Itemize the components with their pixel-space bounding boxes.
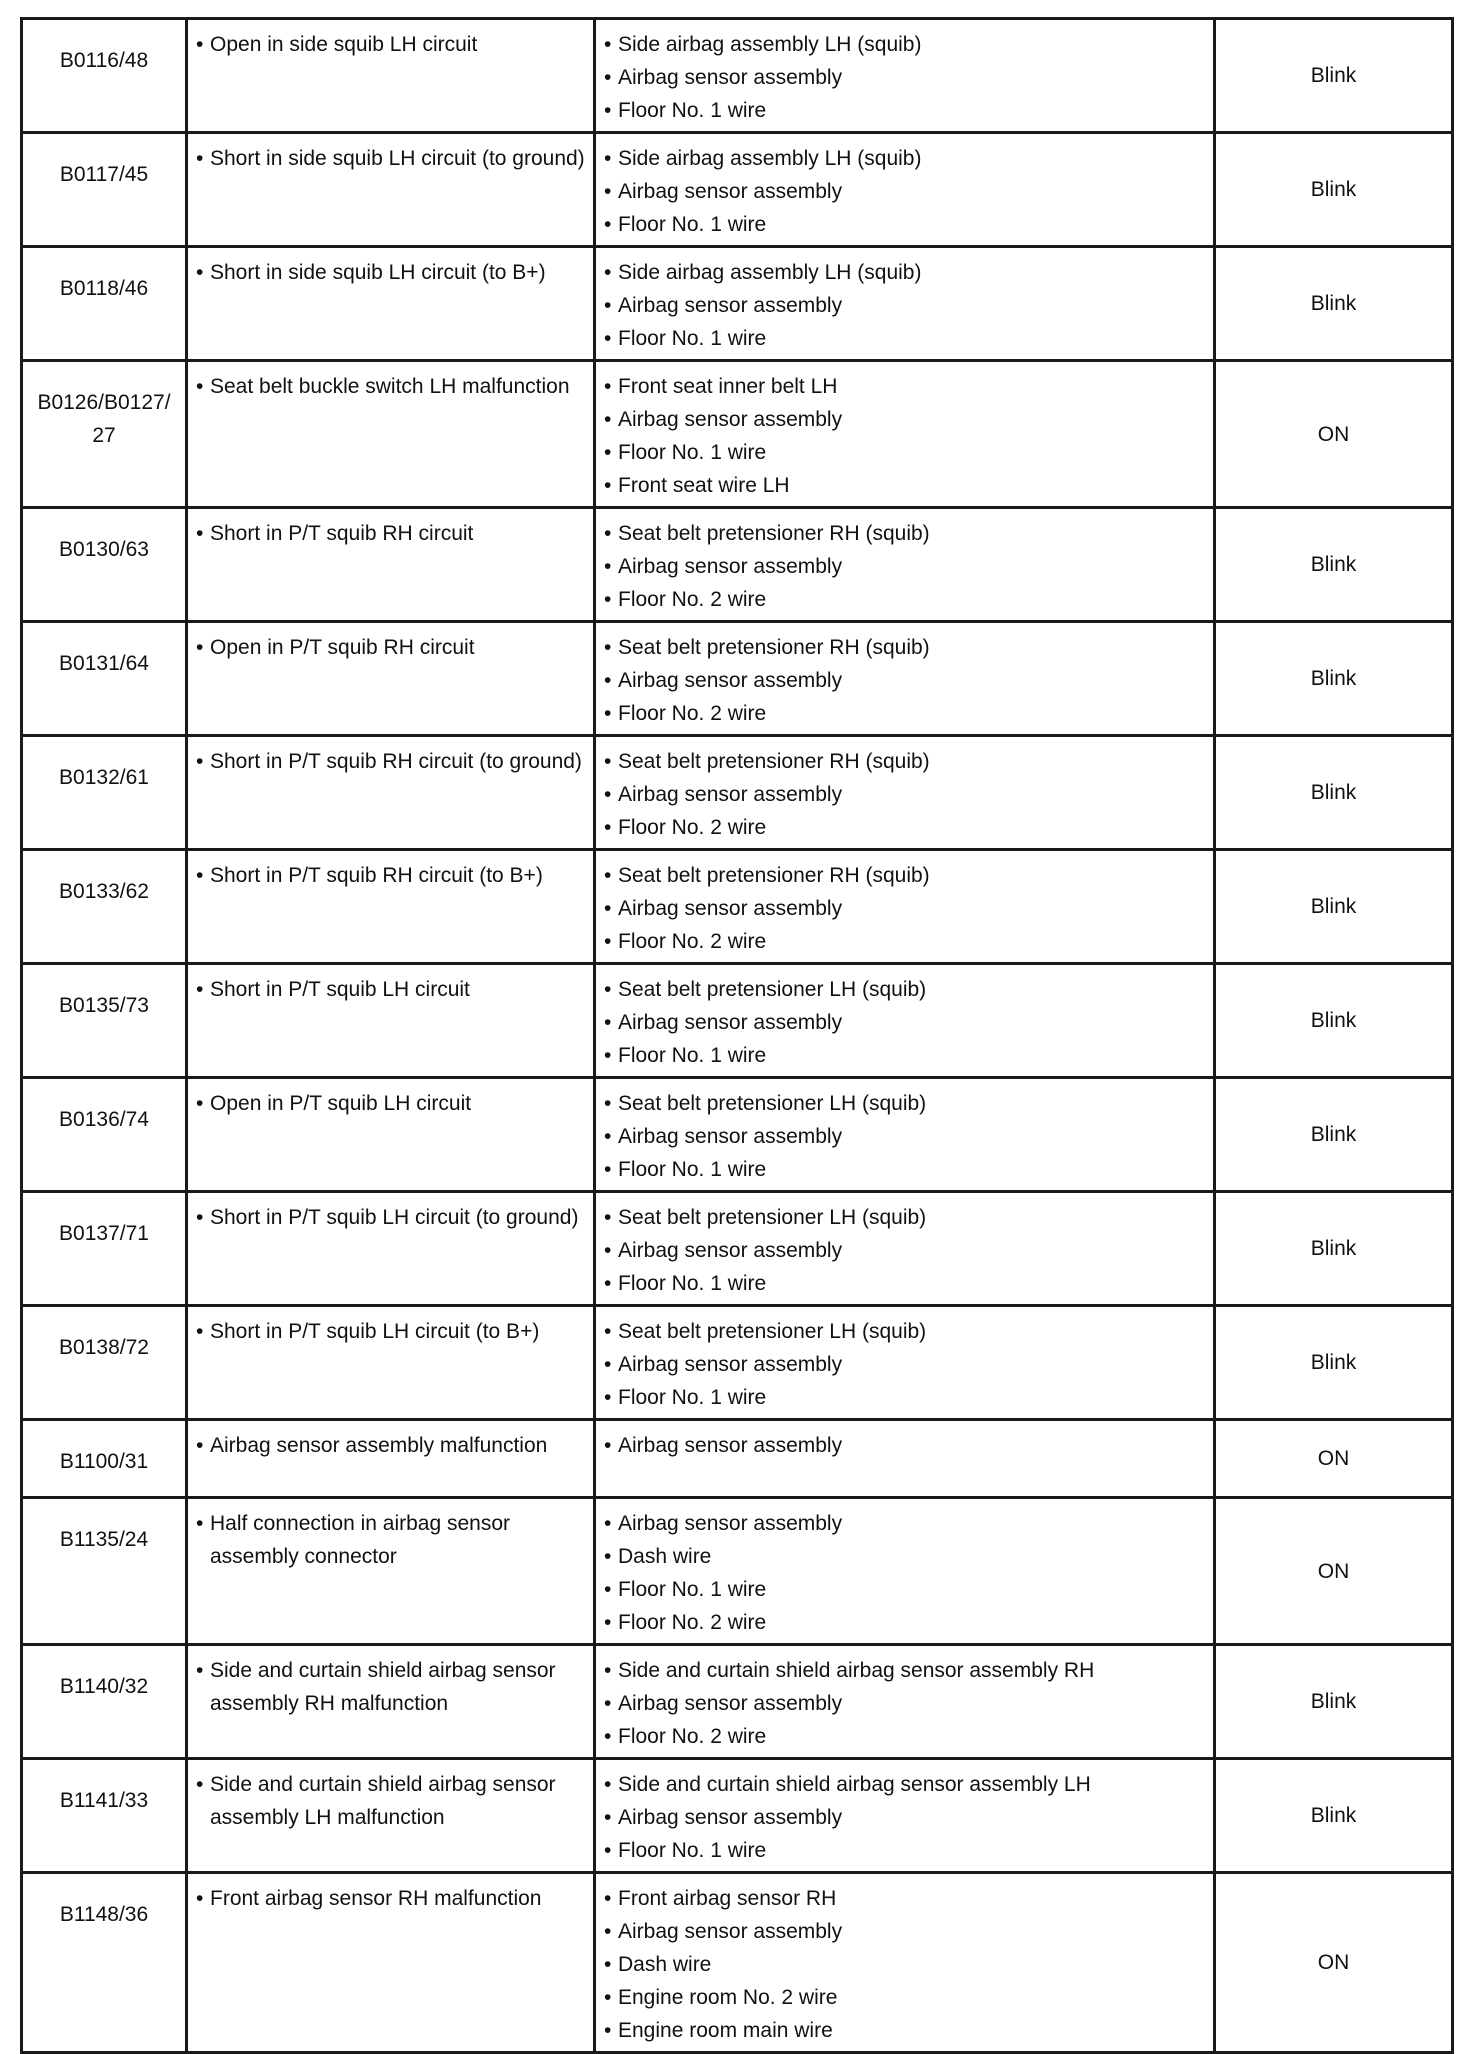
trouble-item: • Short in P/T squib LH circuit bbox=[196, 973, 585, 1006]
trouble-area-list bbox=[604, 1507, 1205, 1639]
trouble-area-item: • Seat belt pretensioner LH (squib) bbox=[604, 1201, 1205, 1234]
dtc-code-cell: B1141/33 bbox=[22, 1759, 187, 1873]
trouble-area-item: • Airbag sensor assembly bbox=[604, 1234, 1205, 1267]
trouble-area-item: • Airbag sensor assembly bbox=[604, 892, 1205, 925]
trouble-area-item: • Floor No. 1 wire bbox=[604, 436, 1205, 469]
trouble-area-item: • Floor No. 1 wire bbox=[604, 1153, 1205, 1186]
dtc-code-cell: B1135/24 bbox=[22, 1498, 187, 1645]
trouble-item-cell bbox=[187, 964, 595, 1078]
trouble-area-item: • Airbag sensor assembly bbox=[604, 61, 1205, 94]
warning-light-cell: ON bbox=[1215, 1873, 1453, 2053]
trouble-area-item: • Engine room main wire bbox=[604, 2014, 1205, 2047]
warning-light-cell: Blink bbox=[1215, 1759, 1453, 1873]
warning-light-cell: Blink bbox=[1215, 964, 1453, 1078]
dtc-code-cell: B0131/64 bbox=[22, 622, 187, 736]
table-row bbox=[22, 508, 1453, 622]
table-row bbox=[22, 1759, 1453, 1873]
table-row bbox=[22, 1645, 1453, 1759]
trouble-item-list bbox=[196, 1087, 585, 1120]
trouble-area-item: • Airbag sensor assembly bbox=[604, 778, 1205, 811]
trouble-area-item: • Floor No. 2 wire bbox=[604, 1720, 1205, 1753]
trouble-item: • Short in P/T squib RH circuit bbox=[196, 517, 585, 550]
dtc-table bbox=[20, 17, 1454, 2054]
trouble-item-list bbox=[196, 1315, 585, 1348]
dtc-code-cell: B0117/45 bbox=[22, 133, 187, 247]
trouble-area-cell bbox=[595, 1078, 1215, 1192]
trouble-area-item: • Floor No. 2 wire bbox=[604, 583, 1205, 616]
warning-light-cell: Blink bbox=[1215, 850, 1453, 964]
trouble-item-list bbox=[196, 1201, 585, 1234]
table-row bbox=[22, 622, 1453, 736]
trouble-area-item: • Floor No. 1 wire bbox=[604, 1381, 1205, 1414]
trouble-area-list bbox=[604, 517, 1205, 616]
trouble-area-item: • Side airbag assembly LH (squib) bbox=[604, 28, 1205, 61]
dtc-code-cell: B0116/48 bbox=[22, 19, 187, 133]
trouble-area-item: • Airbag sensor assembly bbox=[604, 175, 1205, 208]
trouble-item-list bbox=[196, 256, 585, 289]
table-row bbox=[22, 247, 1453, 361]
trouble-area-item: • Airbag sensor assembly bbox=[604, 1429, 1205, 1462]
trouble-item-list bbox=[196, 28, 585, 61]
trouble-area-item: • Airbag sensor assembly bbox=[604, 1507, 1205, 1540]
trouble-area-item: • Floor No. 1 wire bbox=[604, 322, 1205, 355]
warning-light-cell: Blink bbox=[1215, 622, 1453, 736]
trouble-area-list bbox=[604, 1768, 1205, 1867]
trouble-area-list bbox=[604, 256, 1205, 355]
warning-light-cell: Blink bbox=[1215, 508, 1453, 622]
trouble-area-list bbox=[604, 1882, 1205, 2047]
dtc-code-cell: B0138/72 bbox=[22, 1306, 187, 1420]
trouble-item-list bbox=[196, 631, 585, 664]
trouble-item: • Open in side squib LH circuit bbox=[196, 28, 585, 61]
trouble-area-list bbox=[604, 1429, 1205, 1462]
trouble-item-cell bbox=[187, 1306, 595, 1420]
trouble-area-item: • Floor No. 1 wire bbox=[604, 1267, 1205, 1300]
trouble-item: • Half connection in airbag sensor assembly connector bbox=[196, 1507, 585, 1573]
trouble-area-cell bbox=[595, 964, 1215, 1078]
trouble-area-item: • Airbag sensor assembly bbox=[604, 1006, 1205, 1039]
trouble-area-item: • Seat belt pretensioner RH (squib) bbox=[604, 517, 1205, 550]
trouble-area-item: • Front airbag sensor RH bbox=[604, 1882, 1205, 1915]
trouble-area-cell bbox=[595, 850, 1215, 964]
trouble-item-cell bbox=[187, 1873, 595, 2053]
trouble-item-cell bbox=[187, 19, 595, 133]
trouble-item: • Short in P/T squib LH circuit (to ground) bbox=[196, 1201, 585, 1234]
trouble-item-cell bbox=[187, 1078, 595, 1192]
trouble-area-cell bbox=[595, 1873, 1215, 2053]
trouble-area-list bbox=[604, 370, 1205, 502]
trouble-area-item: • Side and curtain shield airbag sensor assembly LH bbox=[604, 1768, 1205, 1801]
trouble-item-list bbox=[196, 1429, 585, 1462]
trouble-item-list bbox=[196, 859, 585, 892]
trouble-area-item: • Front seat wire LH bbox=[604, 469, 1205, 502]
trouble-item-cell bbox=[187, 133, 595, 247]
trouble-area-item: • Dash wire bbox=[604, 1540, 1205, 1573]
trouble-area-cell bbox=[595, 622, 1215, 736]
trouble-area-item: • Floor No. 1 wire bbox=[604, 208, 1205, 241]
trouble-area-cell bbox=[595, 361, 1215, 508]
warning-light-cell: Blink bbox=[1215, 1078, 1453, 1192]
trouble-item-cell bbox=[187, 1192, 595, 1306]
trouble-area-item: • Floor No. 2 wire bbox=[604, 697, 1205, 730]
trouble-area-item: • Floor No. 1 wire bbox=[604, 1039, 1205, 1072]
trouble-area-list bbox=[604, 28, 1205, 127]
trouble-item-list bbox=[196, 1768, 585, 1834]
trouble-area-cell bbox=[595, 508, 1215, 622]
table-row bbox=[22, 736, 1453, 850]
trouble-area-item: • Airbag sensor assembly bbox=[604, 289, 1205, 322]
table-row bbox=[22, 1078, 1453, 1192]
trouble-item-list bbox=[196, 1654, 585, 1720]
dtc-table-body bbox=[22, 19, 1453, 2053]
table-row bbox=[22, 964, 1453, 1078]
table-row bbox=[22, 361, 1453, 508]
trouble-area-item: • Seat belt pretensioner RH (squib) bbox=[604, 631, 1205, 664]
trouble-item-cell bbox=[187, 1759, 595, 1873]
warning-light-cell: Blink bbox=[1215, 736, 1453, 850]
trouble-item-list bbox=[196, 745, 585, 778]
trouble-item: • Short in side squib LH circuit (to ground) bbox=[196, 142, 585, 175]
trouble-area-list bbox=[604, 859, 1205, 958]
trouble-area-item: • Floor No. 2 wire bbox=[604, 811, 1205, 844]
trouble-area-item: • Side and curtain shield airbag sensor assembly RH bbox=[604, 1654, 1205, 1687]
trouble-item: • Side and curtain shield airbag sensor assembly LH malfunction bbox=[196, 1768, 585, 1834]
trouble-area-item: • Seat belt pretensioner LH (squib) bbox=[604, 973, 1205, 1006]
trouble-area-item: • Seat belt pretensioner LH (squib) bbox=[604, 1315, 1205, 1348]
trouble-area-cell bbox=[595, 1498, 1215, 1645]
trouble-area-cell bbox=[595, 1759, 1215, 1873]
warning-light-cell: Blink bbox=[1215, 247, 1453, 361]
trouble-item-list bbox=[196, 142, 585, 175]
trouble-item-list bbox=[196, 517, 585, 550]
trouble-area-item: • Floor No. 1 wire bbox=[604, 94, 1205, 127]
dtc-code-cell: B0136/74 bbox=[22, 1078, 187, 1192]
trouble-item-cell bbox=[187, 850, 595, 964]
dtc-code-cell: B0137/71 bbox=[22, 1192, 187, 1306]
trouble-area-item: • Airbag sensor assembly bbox=[604, 1801, 1205, 1834]
trouble-area-item: • Front seat inner belt LH bbox=[604, 370, 1205, 403]
trouble-area-item: • Side airbag assembly LH (squib) bbox=[604, 256, 1205, 289]
trouble-area-item: • Seat belt pretensioner RH (squib) bbox=[604, 745, 1205, 778]
trouble-area-cell bbox=[595, 1420, 1215, 1498]
trouble-item-list bbox=[196, 973, 585, 1006]
trouble-item-cell bbox=[187, 1420, 595, 1498]
trouble-area-item: • Floor No. 1 wire bbox=[604, 1834, 1205, 1867]
trouble-area-item: • Dash wire bbox=[604, 1948, 1205, 1981]
trouble-item-list bbox=[196, 1882, 585, 1915]
trouble-item-cell bbox=[187, 247, 595, 361]
dtc-code-cell: B0133/62 bbox=[22, 850, 187, 964]
trouble-area-item: • Side airbag assembly LH (squib) bbox=[604, 142, 1205, 175]
trouble-area-cell bbox=[595, 1306, 1215, 1420]
trouble-area-cell bbox=[595, 1645, 1215, 1759]
trouble-area-list bbox=[604, 1201, 1205, 1300]
trouble-area-item: • Seat belt pretensioner RH (squib) bbox=[604, 859, 1205, 892]
dtc-code-cell: B0130/63 bbox=[22, 508, 187, 622]
dtc-code-cell: B0135/73 bbox=[22, 964, 187, 1078]
trouble-item: • Seat belt buckle switch LH malfunction bbox=[196, 370, 585, 403]
warning-light-cell: Blink bbox=[1215, 1645, 1453, 1759]
warning-light-cell: Blink bbox=[1215, 1192, 1453, 1306]
warning-light-cell: Blink bbox=[1215, 1306, 1453, 1420]
trouble-area-cell bbox=[595, 247, 1215, 361]
warning-light-cell: ON bbox=[1215, 1498, 1453, 1645]
trouble-area-list bbox=[604, 1087, 1205, 1186]
trouble-item: • Short in P/T squib RH circuit (to B+) bbox=[196, 859, 585, 892]
table-row bbox=[22, 1192, 1453, 1306]
dtc-code-cell: B1100/31 bbox=[22, 1420, 187, 1498]
trouble-area-list bbox=[604, 1654, 1205, 1753]
table-row bbox=[22, 19, 1453, 133]
warning-light-cell: ON bbox=[1215, 361, 1453, 508]
table-row bbox=[22, 1306, 1453, 1420]
table-row bbox=[22, 1420, 1453, 1498]
table-row bbox=[22, 1873, 1453, 2053]
trouble-area-item: • Airbag sensor assembly bbox=[604, 1120, 1205, 1153]
trouble-area-item: • Airbag sensor assembly bbox=[604, 1687, 1205, 1720]
dtc-code-cell: B0118/46 bbox=[22, 247, 187, 361]
trouble-area-item: • Floor No. 2 wire bbox=[604, 1606, 1205, 1639]
table-row bbox=[22, 1498, 1453, 1645]
trouble-item-cell bbox=[187, 508, 595, 622]
warning-light-cell: ON bbox=[1215, 1420, 1453, 1498]
trouble-area-item: • Airbag sensor assembly bbox=[604, 1915, 1205, 1948]
trouble-item-cell bbox=[187, 1498, 595, 1645]
dtc-code-cell: B1140/32 bbox=[22, 1645, 187, 1759]
dtc-code-cell: B0132/61 bbox=[22, 736, 187, 850]
trouble-area-cell bbox=[595, 736, 1215, 850]
table-row bbox=[22, 850, 1453, 964]
trouble-item-list bbox=[196, 370, 585, 403]
warning-light-cell: Blink bbox=[1215, 133, 1453, 247]
trouble-item-list bbox=[196, 1507, 585, 1573]
table-row bbox=[22, 133, 1453, 247]
trouble-item-cell bbox=[187, 1645, 595, 1759]
trouble-area-list bbox=[604, 1315, 1205, 1414]
trouble-item: • Open in P/T squib LH circuit bbox=[196, 1087, 585, 1120]
trouble-area-cell bbox=[595, 19, 1215, 133]
warning-light-cell: Blink bbox=[1215, 19, 1453, 133]
trouble-item-cell bbox=[187, 736, 595, 850]
trouble-item: • Short in P/T squib RH circuit (to ground) bbox=[196, 745, 585, 778]
dtc-code-cell: B1148/36 bbox=[22, 1873, 187, 2053]
trouble-item-cell bbox=[187, 361, 595, 508]
trouble-area-list bbox=[604, 631, 1205, 730]
trouble-area-item: • Seat belt pretensioner LH (squib) bbox=[604, 1087, 1205, 1120]
trouble-area-list bbox=[604, 973, 1205, 1072]
trouble-item: • Airbag sensor assembly malfunction bbox=[196, 1429, 585, 1462]
trouble-item: • Short in P/T squib LH circuit (to B+) bbox=[196, 1315, 585, 1348]
trouble-area-item: • Floor No. 2 wire bbox=[604, 925, 1205, 958]
trouble-area-list bbox=[604, 745, 1205, 844]
trouble-area-item: • Airbag sensor assembly bbox=[604, 664, 1205, 697]
trouble-area-item: • Floor No. 1 wire bbox=[604, 1573, 1205, 1606]
trouble-area-item: • Engine room No. 2 wire bbox=[604, 1981, 1205, 2014]
trouble-area-item: • Airbag sensor assembly bbox=[604, 403, 1205, 436]
trouble-area-list bbox=[604, 142, 1205, 241]
trouble-area-item: • Airbag sensor assembly bbox=[604, 550, 1205, 583]
trouble-area-cell bbox=[595, 133, 1215, 247]
trouble-item: • Side and curtain shield airbag sensor assembly RH malfunction bbox=[196, 1654, 585, 1720]
dtc-code-cell: B0126/B0127/ 27 bbox=[22, 361, 187, 508]
trouble-item-cell bbox=[187, 622, 595, 736]
trouble-item: • Front airbag sensor RH malfunction bbox=[196, 1882, 585, 1915]
trouble-item: • Short in side squib LH circuit (to B+) bbox=[196, 256, 585, 289]
trouble-area-item: • Airbag sensor assembly bbox=[604, 1348, 1205, 1381]
trouble-item: • Open in P/T squib RH circuit bbox=[196, 631, 585, 664]
trouble-area-cell bbox=[595, 1192, 1215, 1306]
